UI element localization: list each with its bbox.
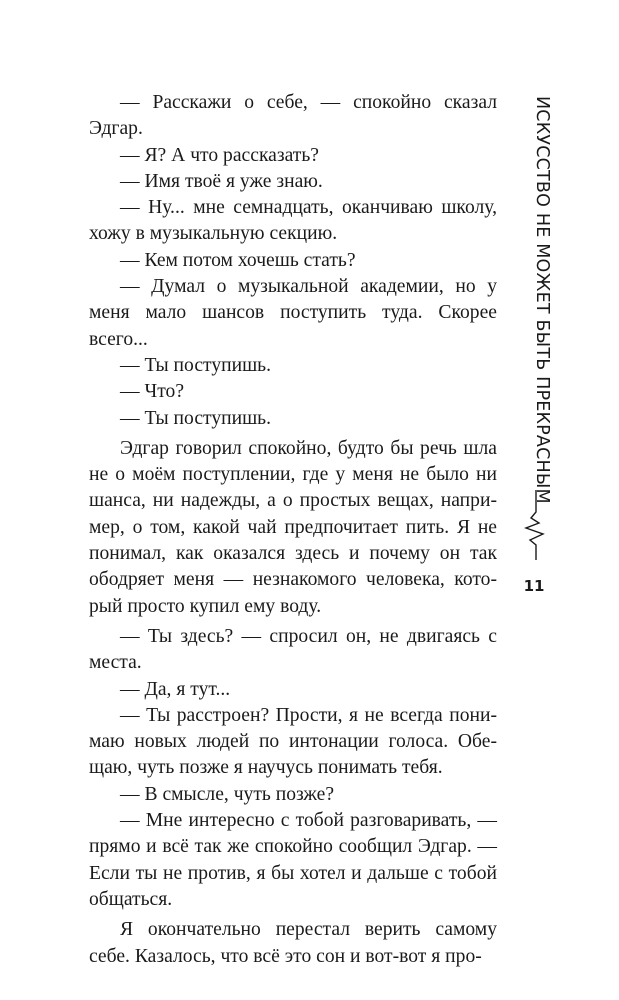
paragraph: — Да, я тут... (120, 678, 231, 700)
paragraph: — Мне интересно с тобой разговаривать, — прямо и всё так же спокойно сообщил Эдгар. — Если ты не против, я бы хотел и дальше с тобой общаться. (89, 810, 497, 910)
paragraph: — Ты здесь? — спросил он, не двигаясь с места. (89, 625, 497, 674)
heartbeat-line-icon (508, 490, 556, 585)
paragraph: — Расскажи о себе, — спокойно сказал Эдгар. (89, 92, 497, 140)
paragraph: Я окончательно перестал верить самому себе. Казалось, что всё это сон и вот-вот я про- (89, 919, 497, 967)
paragraph: — Что? (120, 381, 185, 403)
main-text (89, 90, 497, 970)
paragraph: — Думал о музыкальной академии, но у меня мало шансов поступить туда. Скорее всего... (89, 276, 497, 350)
running-title: ИСКУССТВО НЕ МОЖЕТ БЫТЬ ПРЕКРАСНЫМ (532, 96, 552, 504)
paragraph: — Ты расстроен? Прости, я не всегда понимаю новых людей по интонации голоса. Обещаю, чуть позже я научусь понимать тебя. (89, 704, 497, 779)
paragraph: — Я? А что рассказать? (120, 144, 319, 166)
paragraph: Эдгар говорил спокойно, будто бы речь шла не о моём поступлении, где у меня не было ни шанса, ни надежды, а о простых вещах, например, о том, какой чай предпочитает пить. Я не понимал, как оказался здесь и почему он так ободряет меня — незнакомого человека, который просто купил ему воду. (89, 437, 497, 617)
paragraph: — Ну... мне семнадцать, оканчиваю школу, хожу в музыкальную секцию. (89, 197, 497, 245)
paragraph: — Имя твоё я уже знаю. (120, 170, 323, 192)
paragraph: — В смысле, чуть позже? (120, 783, 335, 805)
paragraph: — Кем потом хочешь стать? (120, 249, 356, 271)
paragraph: — Ты поступишь. (120, 407, 272, 429)
paragraph: — Ты поступишь. (120, 354, 272, 376)
page-number: 11 (523, 577, 545, 595)
